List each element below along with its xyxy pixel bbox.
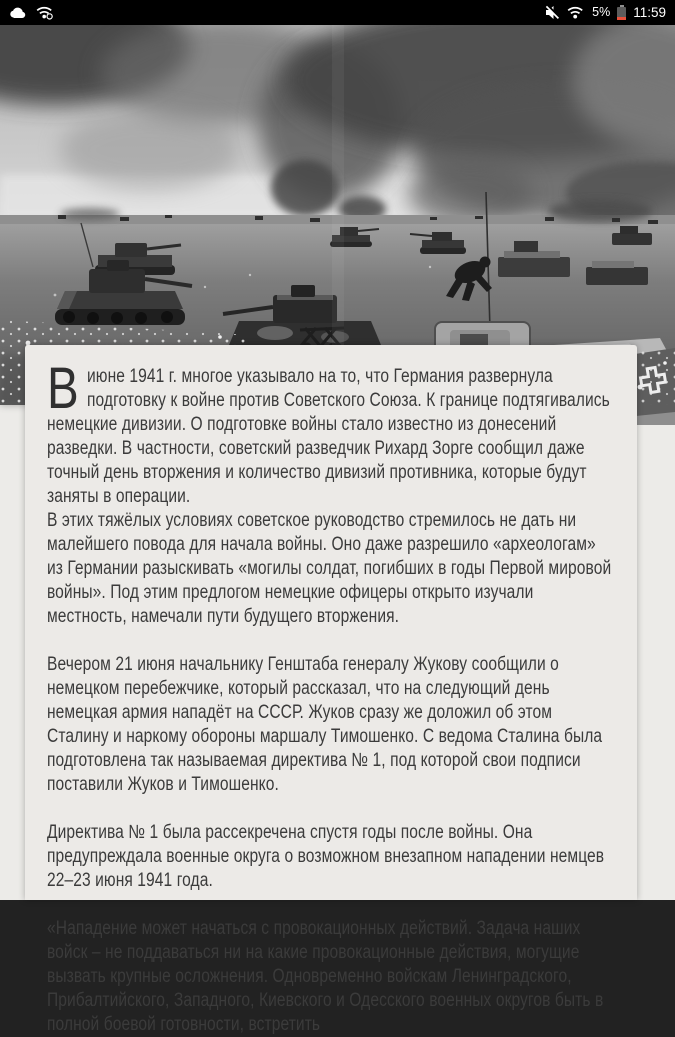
paragraph-4: Директива № 1 была рассекречена спустя годы после войны. Она предупреждала военные округа о возможном внезапном нападении немцев 22–23 июня 1941 года. bbox=[47, 822, 605, 891]
paragraph-2: В этих тяжёлых условиях советское руководство стремилось не дать ни малейшего повода для начала войны. Оно даже разрешило «археологам» из Германии разыскивать «могилы солдат, погибших в годы Первой мировой войны». Под этим предлогом немецкие офицеры открыто изучали местность, намечали пути будущего вторжения. bbox=[47, 510, 612, 627]
battery-percent: 5% bbox=[592, 5, 611, 19]
wifi-icon bbox=[567, 5, 585, 20]
paragraph-1 bbox=[47, 356, 615, 509]
status-bar-system bbox=[545, 0, 666, 25]
status-bar-notifications bbox=[9, 5, 54, 20]
paragraph-5: «Нападение может начаться с провокационных действий. Задача наших войск – не поддаваться ни на какие провокационные действия, могущие вызвать крупные осложнения. Одновременно войскам Ленинградского, Прибалтийского, Западного, Киевского и Одесского военных округов быть в полной боевой готовности, встретить bbox=[47, 918, 604, 1035]
clock: 11:59 bbox=[633, 5, 666, 20]
article-card[interactable] bbox=[25, 345, 637, 1035]
dropcap-letter: В bbox=[47, 356, 79, 421]
mute-icon bbox=[545, 5, 560, 20]
status-bar bbox=[0, 0, 675, 25]
wifi-question-icon bbox=[36, 5, 54, 20]
paragraph-3: Вечером 21 июня начальнику Генштаба генералу Жукову сообщили о немецком перебежчике, который рассказал, что на следующий день немецкая армия нападёт на СССР. Жуков сразу же доложил об этом Сталину и наркому обороны маршалу Тимошенко. С ведома Сталина была подготовлена так называемая директива № 1, под которой свои подписи поставили Жуков и Тимошенко. bbox=[47, 654, 603, 795]
paragraph-1-text: июне 1941 г. многое указывало на то, что Германия развернула подготовку к войне против Советского Союза. К границе подтягивались немецкие дивизии. О подготовке войны стало известно из донесений разведки. В частности, советский разведчик Рихард Зорге сообщил даже точный день вторжения и количество дивизий противника, которые будут заняты в операции. bbox=[47, 366, 610, 507]
battery-icon bbox=[617, 5, 626, 20]
article-text bbox=[47, 356, 615, 1037]
cloud-icon bbox=[9, 6, 27, 20]
